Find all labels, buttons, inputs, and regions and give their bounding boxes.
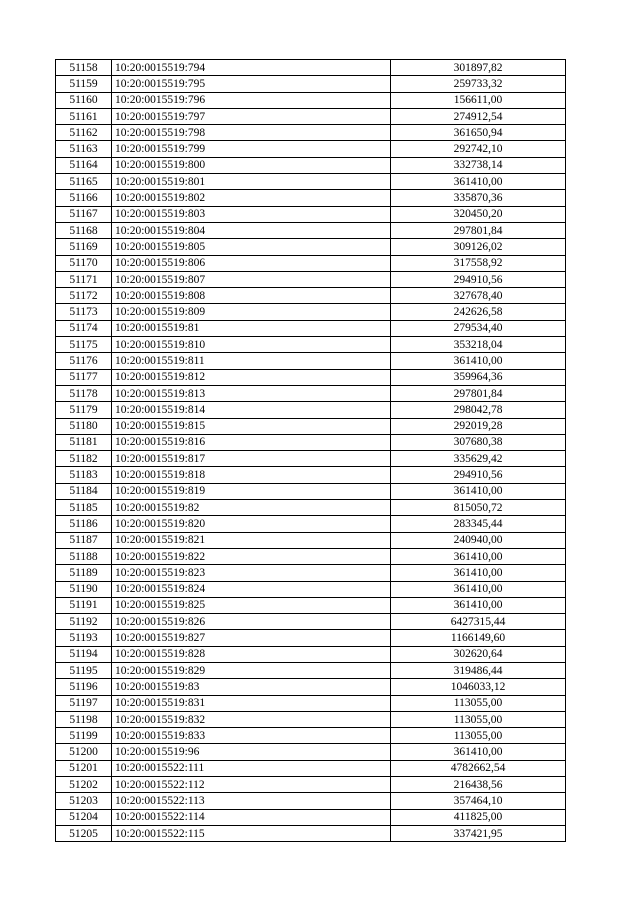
row-number-cell: 51198 [56,711,112,727]
table-row [56,809,566,825]
row-number-cell: 51163 [56,141,112,157]
table-row [56,793,566,809]
cadastral-number-cell: 10:20:0015519:808 [112,288,391,304]
value-cell: 113055,00 [391,711,566,727]
table-row [56,777,566,793]
table-row [56,548,566,564]
value-cell: 292742,10 [391,141,566,157]
table-row [56,304,566,320]
cadastral-number-cell: 10:20:0015519:96 [112,744,391,760]
row-number-cell: 51176 [56,353,112,369]
row-number-cell: 51166 [56,190,112,206]
cadastral-value-table [55,59,566,842]
cadastral-number-cell: 10:20:0015519:800 [112,157,391,173]
cadastral-number-cell: 10:20:0015519:815 [112,418,391,434]
row-number-cell: 51182 [56,451,112,467]
value-cell: 361410,00 [391,548,566,564]
row-number-cell: 51167 [56,206,112,222]
row-number-cell: 51201 [56,760,112,776]
row-number-cell: 51164 [56,157,112,173]
table-row [56,434,566,450]
cadastral-number-cell: 10:20:0015519:807 [112,271,391,287]
cadastral-number-cell: 10:20:0015522:114 [112,809,391,825]
table-row [56,222,566,238]
table-row [56,369,566,385]
table-row [56,255,566,271]
row-number-cell: 51194 [56,646,112,662]
row-number-cell: 51205 [56,825,112,841]
cadastral-number-cell: 10:20:0015522:111 [112,760,391,776]
row-number-cell: 51195 [56,662,112,678]
table-row [56,565,566,581]
row-number-cell: 51174 [56,320,112,336]
cadastral-number-cell: 10:20:0015519:831 [112,695,391,711]
value-cell: 259733,32 [391,76,566,92]
table-row [56,190,566,206]
value-cell: 361410,00 [391,581,566,597]
row-number-cell: 51185 [56,500,112,516]
cadastral-number-cell: 10:20:0015519:805 [112,239,391,255]
cadastral-number-cell: 10:20:0015519:816 [112,434,391,450]
cadastral-number-cell: 10:20:0015519:803 [112,206,391,222]
row-number-cell: 51165 [56,174,112,190]
table-row [56,288,566,304]
value-cell: 319486,44 [391,662,566,678]
table-row [56,451,566,467]
row-number-cell: 51162 [56,125,112,141]
table-row [56,646,566,662]
row-number-cell: 51169 [56,239,112,255]
row-number-cell: 51181 [56,434,112,450]
row-number-cell: 51199 [56,728,112,744]
value-cell: 302620,64 [391,646,566,662]
row-number-cell: 51184 [56,483,112,499]
cadastral-number-cell: 10:20:0015519:806 [112,255,391,271]
table-row [56,320,566,336]
value-cell: 411825,00 [391,809,566,825]
cadastral-number-cell: 10:20:0015519:829 [112,662,391,678]
row-number-cell: 51183 [56,467,112,483]
row-number-cell: 51189 [56,565,112,581]
table-row [56,239,566,255]
cadastral-number-cell: 10:20:0015519:813 [112,385,391,401]
table-row [56,206,566,222]
row-number-cell: 51158 [56,60,112,76]
value-cell: 359964,36 [391,369,566,385]
cadastral-number-cell: 10:20:0015519:825 [112,597,391,613]
cadastral-number-cell: 10:20:0015522:113 [112,793,391,809]
cadastral-number-cell: 10:20:0015519:804 [112,222,391,238]
value-cell: 279534,40 [391,320,566,336]
value-cell: 337421,95 [391,825,566,841]
table-row [56,662,566,678]
value-cell: 361650,94 [391,125,566,141]
table-row [56,385,566,401]
cadastral-number-cell: 10:20:0015519:817 [112,451,391,467]
row-number-cell: 51175 [56,337,112,353]
value-cell: 156611,00 [391,92,566,108]
row-number-cell: 51190 [56,581,112,597]
cadastral-number-cell: 10:20:0015519:798 [112,125,391,141]
table-row [56,141,566,157]
cadastral-number-cell: 10:20:0015519:814 [112,402,391,418]
value-cell: 6427315,44 [391,614,566,630]
row-number-cell: 51159 [56,76,112,92]
value-cell: 307680,38 [391,434,566,450]
row-number-cell: 51170 [56,255,112,271]
table-row [56,92,566,108]
cadastral-number-cell: 10:20:0015519:820 [112,516,391,532]
row-number-cell: 51191 [56,597,112,613]
table-row [56,483,566,499]
row-number-cell: 51204 [56,809,112,825]
table-row [56,532,566,548]
value-cell: 113055,00 [391,695,566,711]
value-cell: 361410,00 [391,174,566,190]
table-row [56,679,566,695]
value-cell: 332738,14 [391,157,566,173]
table-row [56,125,566,141]
table-row [56,76,566,92]
value-cell: 361410,00 [391,353,566,369]
cadastral-number-cell: 10:20:0015519:802 [112,190,391,206]
table-row [56,581,566,597]
row-number-cell: 51192 [56,614,112,630]
cadastral-number-cell: 10:20:0015519:823 [112,565,391,581]
value-cell: 1166149,60 [391,630,566,646]
table-row [56,695,566,711]
value-cell: 240940,00 [391,532,566,548]
value-cell: 361410,00 [391,597,566,613]
cadastral-number-cell: 10:20:0015519:799 [112,141,391,157]
table-row [56,60,566,76]
row-number-cell: 51160 [56,92,112,108]
row-number-cell: 51168 [56,222,112,238]
value-cell: 335870,36 [391,190,566,206]
cadastral-number-cell: 10:20:0015519:83 [112,679,391,695]
value-cell: 317558,92 [391,255,566,271]
row-number-cell: 51172 [56,288,112,304]
cadastral-number-cell: 10:20:0015519:824 [112,581,391,597]
row-number-cell: 51193 [56,630,112,646]
table-row [56,500,566,516]
row-number-cell: 51202 [56,777,112,793]
table-row [56,108,566,124]
value-cell: 327678,40 [391,288,566,304]
cadastral-number-cell: 10:20:0015519:81 [112,320,391,336]
cadastral-number-cell: 10:20:0015519:818 [112,467,391,483]
row-number-cell: 51161 [56,108,112,124]
row-number-cell: 51179 [56,402,112,418]
value-cell: 294910,56 [391,271,566,287]
cadastral-number-cell: 10:20:0015519:811 [112,353,391,369]
cadastral-number-cell: 10:20:0015519:794 [112,60,391,76]
value-cell: 274912,54 [391,108,566,124]
table-row [56,418,566,434]
cadastral-number-cell: 10:20:0015522:112 [112,777,391,793]
table-row [56,825,566,841]
cadastral-number-cell: 10:20:0015519:812 [112,369,391,385]
cadastral-number-cell: 10:20:0015519:810 [112,337,391,353]
cadastral-number-cell: 10:20:0015519:833 [112,728,391,744]
row-number-cell: 51200 [56,744,112,760]
table-row [56,337,566,353]
table-row [56,760,566,776]
table-row [56,711,566,727]
table-row [56,402,566,418]
value-cell: 297801,84 [391,385,566,401]
value-cell: 353218,04 [391,337,566,353]
value-cell: 297801,84 [391,222,566,238]
cadastral-number-cell: 10:20:0015519:828 [112,646,391,662]
cadastral-number-cell: 10:20:0015519:809 [112,304,391,320]
table-row [56,630,566,646]
cadastral-number-cell: 10:20:0015519:832 [112,711,391,727]
cadastral-number-cell: 10:20:0015519:822 [112,548,391,564]
value-cell: 361410,00 [391,565,566,581]
table-row [56,174,566,190]
cadastral-number-cell: 10:20:0015522:115 [112,825,391,841]
value-cell: 357464,10 [391,793,566,809]
row-number-cell: 51186 [56,516,112,532]
value-cell: 242626,58 [391,304,566,320]
cadastral-number-cell: 10:20:0015519:826 [112,614,391,630]
value-cell: 335629,42 [391,451,566,467]
table-row [56,614,566,630]
value-cell: 1046033,12 [391,679,566,695]
table-row [56,728,566,744]
value-cell: 298042,78 [391,402,566,418]
table-row [56,597,566,613]
value-cell: 283345,44 [391,516,566,532]
cadastral-number-cell: 10:20:0015519:819 [112,483,391,499]
table-row [56,744,566,760]
cadastral-number-cell: 10:20:0015519:796 [112,92,391,108]
value-cell: 292019,28 [391,418,566,434]
value-cell: 361410,00 [391,744,566,760]
row-number-cell: 51171 [56,271,112,287]
row-number-cell: 51180 [56,418,112,434]
value-cell: 4782662,54 [391,760,566,776]
table-row [56,157,566,173]
cadastral-number-cell: 10:20:0015519:827 [112,630,391,646]
row-number-cell: 51187 [56,532,112,548]
row-number-cell: 51177 [56,369,112,385]
value-cell: 309126,02 [391,239,566,255]
row-number-cell: 51203 [56,793,112,809]
table-row [56,516,566,532]
value-cell: 320450,20 [391,206,566,222]
row-number-cell: 51178 [56,385,112,401]
row-number-cell: 51173 [56,304,112,320]
table-row [56,353,566,369]
row-number-cell: 51188 [56,548,112,564]
cadastral-number-cell: 10:20:0015519:795 [112,76,391,92]
cadastral-number-cell: 10:20:0015519:797 [112,108,391,124]
cadastral-number-cell: 10:20:0015519:801 [112,174,391,190]
value-cell: 294910,56 [391,467,566,483]
value-cell: 361410,00 [391,483,566,499]
table-row [56,271,566,287]
value-cell: 815050,72 [391,500,566,516]
row-number-cell: 51196 [56,679,112,695]
value-cell: 301897,82 [391,60,566,76]
table-body [56,60,566,842]
table-row [56,467,566,483]
cadastral-number-cell: 10:20:0015519:82 [112,500,391,516]
value-cell: 113055,00 [391,728,566,744]
value-cell: 216438,56 [391,777,566,793]
row-number-cell: 51197 [56,695,112,711]
cadastral-number-cell: 10:20:0015519:821 [112,532,391,548]
